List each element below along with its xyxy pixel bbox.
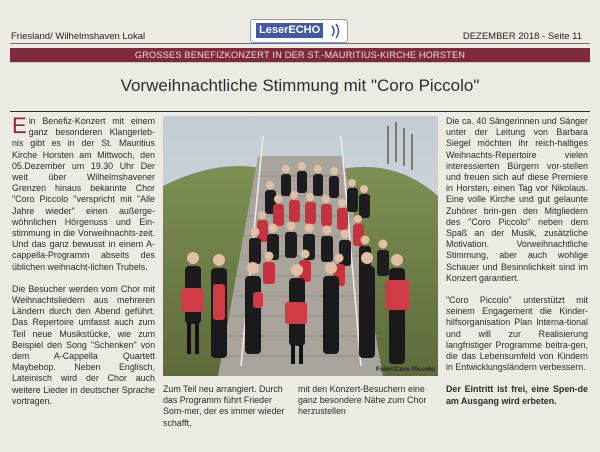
article-column-1: [12, 113, 155, 407]
drop-cap: E: [12, 113, 27, 138]
kicker-text: GROSSES BENEFIZKONZERT IN DER ST.-MAURITIUS-KIRCHE HORSTEN: [134, 50, 466, 60]
section-label: Friesland/ Wilhelmshaven Lokal: [11, 31, 146, 42]
paragraph-3: Die ca. 40 Sängerinnen und Sänger unter der Leitung von Barbara Siegel möchten ihr reich-haltiges Weihnachts-Repertoire vielen interessierten Bürgern vor-stellen und freuen sich auf diese Premiere in Horsten, einen Tag vor Nikolaus. Eine volle Kirche und gut gelaunte Zuhörer brin-gen den Mitgliedern des "Coro Piccolo" neben dem Spaß an der Musik, zusätzliche Motivation. Vorweihnachtliche Stimmung, aber auch wohlige Schauer und Besinnlichkeit sind im Konzert garantiert.: [446, 116, 588, 283]
photo-credit: Foto©Coro Piccolo: [376, 366, 435, 373]
closing-note: Der Eintritt ist frei, eine Spen-de am Ausgang wird erbeten.: [446, 384, 588, 406]
choir-photo: [163, 116, 438, 376]
paragraph-1: [12, 113, 155, 273]
choir-photo-image: [163, 116, 438, 376]
issue-date-page: DEZEMBER 2018 - Seite 11: [462, 31, 582, 42]
under-photo-text-left: Zum Teil neu arrangiert. Durch das Programm führt Frieder Som-mer, der es immer wieder schafft,: [163, 384, 285, 428]
logo-text: LeserECHO: [256, 23, 323, 38]
paragraph-4: "Coro Piccolo" unterstützt mit seinem Engagement die Kinder-hilfsorganisation Plan Interna-tional und will zur Realisierung langfristiger Programme beitra-gen, die das Lebensumfeld von Kindern in Entwicklungsländern verbessern.: [446, 295, 588, 373]
paragraph-1-text: in Benefiz-Konzert mit einem ganz besonderen Klangerleb-nis gibt es in der St. Mauritius Kirche Horsten am Mittwoch, den 05.Dezember um 19.30 Uhr Der weit über Wilhelmshavener Grenzen hinaus bekannte Chor "Coro Piccolo "verspricht mit "Alle Jahre wieder" einen außerge-wöhnlichen Hörgenuss und Ein-stimmung in die Vorweihnachts-zeit. Und das ganz bewusst in einem A-cappella-Programm abseits des üblichen weihnacht-lichen Trubels.: [12, 116, 155, 272]
under-photo-text-right: mit den Konzert-Besuchern eine ganz besondere Nähe zum Chor herzustellen: [298, 384, 427, 417]
article-column-3: [446, 116, 588, 407]
article-headline: Vorweihnachtliche Stimmung mit "Coro Piccolo": [120, 76, 480, 95]
signal-waves-icon: [329, 23, 343, 39]
leserecho-logo: [250, 19, 348, 43]
paragraph-2: Die Besucher werden vom Chor mit Weihnachtsliedern aus mehreren Ländern durch den Abend geführt. Das Repertoire umfasst auch zum Teil neue Musikstücke, wie zum Beispiel den Song "Schenken" von dem A-Cappella Quartett Maybebop. Neben Englisch, Lateinisch wird der Chor auch weitere Lieder in deutscher Sprache vortragen.: [12, 283, 155, 406]
header-rule: [10, 43, 590, 44]
